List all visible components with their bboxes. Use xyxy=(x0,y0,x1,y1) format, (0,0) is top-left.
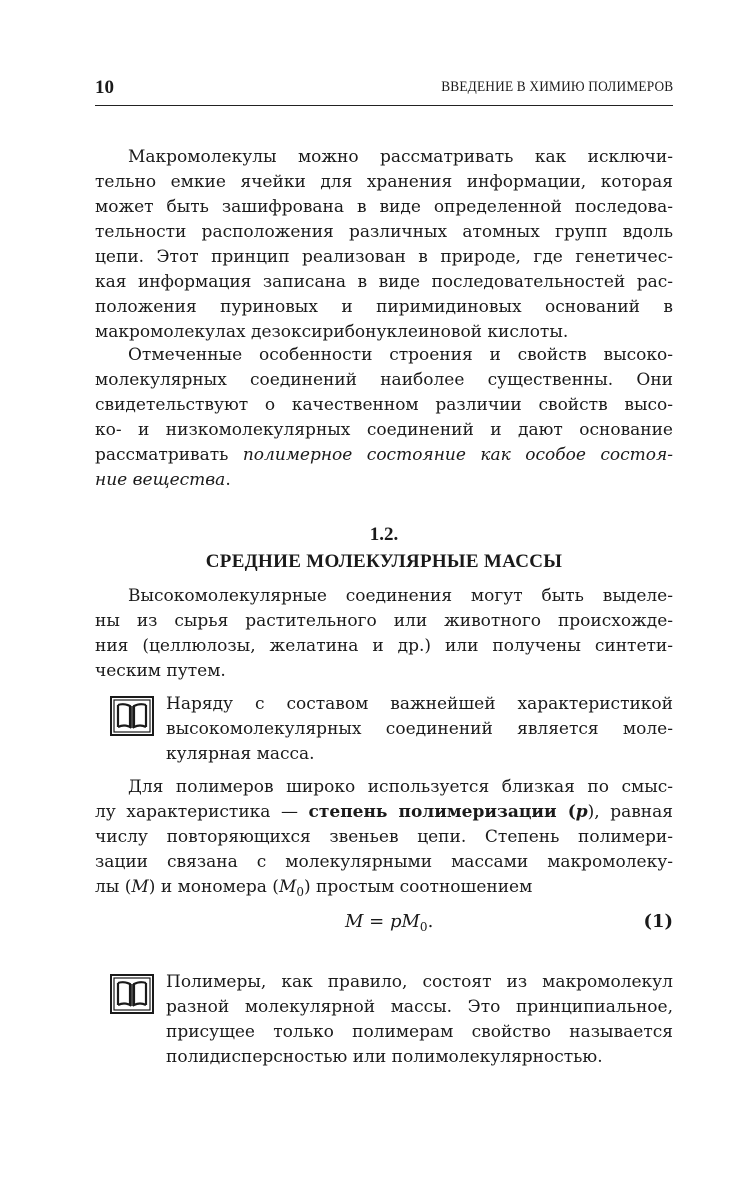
formula-subscript: 0 xyxy=(419,920,428,934)
text-line: кая информация записана в виде последовательностей рас- xyxy=(95,272,673,292)
text-line xyxy=(95,800,673,825)
text-line: ко- и низкомолекулярных соединений и дают основание xyxy=(95,420,673,440)
text-run: лы ( xyxy=(95,877,132,897)
text-run: ) и мономера ( xyxy=(148,877,279,897)
note-block-2 xyxy=(95,970,673,1075)
equation-number: (1) xyxy=(643,911,673,932)
paragraph-2 xyxy=(95,343,673,493)
text-line: цепи. Этот принцип реализован в природе, где генетичес- xyxy=(95,247,673,267)
header-rule xyxy=(95,105,673,106)
text-line: полидисперсностью или полимолекулярностью. xyxy=(166,1047,603,1067)
text-line: тельно емкие ячейки для хранения информации, которая xyxy=(95,172,673,192)
text-line: Высокомолекулярные соединения могут быть выделе- xyxy=(128,586,673,606)
text-line: молекулярных соединений наиболее существенны. Они xyxy=(95,370,673,390)
text-run: ( xyxy=(556,802,576,822)
text-run: ) простым соотношением xyxy=(304,877,533,897)
italic-text: ние вещества xyxy=(95,470,226,490)
book-icon xyxy=(110,696,154,736)
text-line: может быть зашифрована в виде определенной последова- xyxy=(95,197,673,217)
text-line: разной молекулярной массы. Это принципиальное, xyxy=(166,997,673,1017)
text-line: макромолекулах дезоксирибонуклеиновой кислоты. xyxy=(95,322,569,342)
text-line: положения пуриновых и пиримидиновых оснований в xyxy=(95,297,673,317)
paragraph-4 xyxy=(95,775,673,905)
text-run: лу характеристика — xyxy=(95,802,309,822)
section-number: 1.2. xyxy=(369,524,399,545)
section-heading xyxy=(95,521,673,575)
book-icon xyxy=(110,974,154,1014)
text-line: числу повторяющихся звеньев цепи. Степень полимери- xyxy=(95,827,673,847)
note-text xyxy=(166,692,673,767)
section-title: СРЕДНИЕ МОЛЕКУЛЯРНЫЕ МАССЫ xyxy=(205,551,563,572)
text-run: рассматривать xyxy=(95,445,243,465)
text-line: ческим путем. xyxy=(95,661,226,681)
text-line: тельности расположения различных атомных групп вдоль xyxy=(95,222,673,242)
running-header xyxy=(95,77,673,101)
text-line: свидетельствуют о качественном различии свойств высо- xyxy=(95,395,673,415)
text-line: Макромолекулы можно рассматривать как исключи- xyxy=(128,147,673,167)
formula-lhs: M xyxy=(345,911,364,932)
text-line: высокомолекулярных соединений является моле- xyxy=(166,719,673,739)
formula-eq: = xyxy=(363,911,390,932)
text-line xyxy=(95,875,673,905)
paragraph-1 xyxy=(95,145,673,345)
paragraph-3 xyxy=(95,584,673,684)
text-run: ), равная xyxy=(587,802,673,822)
symbol-M0: M xyxy=(278,877,297,897)
formula-rhs: pM xyxy=(389,911,420,932)
text-line: Для полимеров широко используется близкая по смыс- xyxy=(128,777,673,797)
text-run: . xyxy=(225,470,231,490)
text-line: Полимеры, как правило, состоят из макромолекул xyxy=(166,972,673,992)
text-line: кулярная масса. xyxy=(166,744,315,764)
term-bold: степень полимеризации xyxy=(308,802,557,822)
text-line: зации связана с молекулярными массами макромолеку- xyxy=(95,852,673,872)
text-line xyxy=(95,468,673,493)
note-text xyxy=(166,970,673,1070)
text-line xyxy=(95,443,673,468)
formula-tail: . xyxy=(427,911,434,932)
symbol-p: p xyxy=(575,802,588,822)
subscript: 0 xyxy=(296,885,304,899)
symbol-M: M xyxy=(131,877,149,897)
formula-expression xyxy=(345,911,433,934)
text-line: ны из сырья растительного или животного происхожде- xyxy=(95,611,673,631)
page-number: 10 xyxy=(95,77,114,98)
italic-text: полимерное состояние как особое состоя- xyxy=(242,445,673,465)
text-line: ния (целлюлозы, желатина и др.) или получены синтети- xyxy=(95,636,673,656)
formula-1 xyxy=(95,911,673,939)
text-line: Наряду с составом важнейшей характеристикой xyxy=(166,694,673,714)
text-line: Отмеченные особенности строения и свойств высоко- xyxy=(128,345,673,365)
text-line: присущее только полимерам свойство называется xyxy=(166,1022,673,1042)
note-block-1 xyxy=(95,692,673,772)
running-title: ВВЕДЕНИЕ В ХИМИЮ ПОЛИМЕРОВ xyxy=(440,79,673,95)
